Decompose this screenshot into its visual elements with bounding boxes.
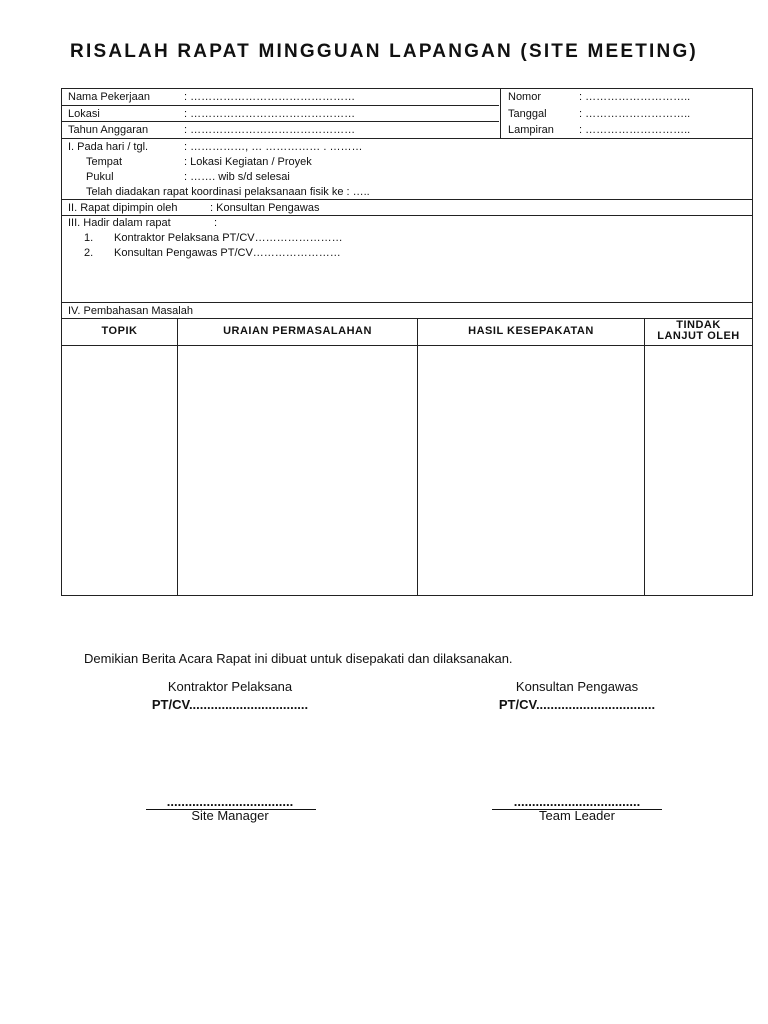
signature-right-company: PT/CV................................. (498, 697, 656, 712)
document-title: RISALAH RAPAT MINGGUAN LAPANGAN (SITE MEETING) (70, 41, 698, 62)
field-label-nomor: Nomor (508, 91, 542, 103)
signature-right-dots: ................................... (513, 794, 641, 809)
section-divider (62, 302, 752, 303)
section1-day-label: I. Pada hari / tgl. (68, 141, 149, 153)
field-label-lampiran: Lampiran (508, 124, 554, 136)
section1-place-label: Tempat (86, 156, 123, 168)
table-column-divider (417, 318, 418, 595)
cell-uraian[interactable] (179, 346, 416, 594)
section1-time-label: Pukul (86, 171, 114, 183)
signature-left-company: PT/CV................................. (151, 697, 309, 712)
section-divider (62, 199, 752, 200)
cell-hasil[interactable] (419, 346, 643, 594)
meeting-form (61, 88, 753, 596)
attendee-number: 1. (84, 232, 94, 244)
column-header-tindak-lanjut: TINDAK LANJUT OLEH (657, 319, 740, 342)
section2-value: : Konsultan Pengawas (210, 202, 320, 214)
section1-meeting-note: Telah diadakan rapat koordinasi pelaksanaan fisik ke : ….. (86, 186, 370, 198)
section1-day-value[interactable]: : ……………, … …………… . ……… (184, 141, 363, 153)
signature-left-dots: ................................... (166, 794, 294, 809)
attendee-item[interactable]: Kontraktor Pelaksana PT/CV…………………… (114, 232, 343, 244)
table-column-divider (177, 318, 178, 595)
section1-time-value[interactable]: : ……. wib s/d selesai (184, 171, 290, 183)
column-header-topik: TOPIK (101, 324, 138, 337)
section3-colon: : (214, 217, 218, 229)
section3-label: III. Hadir dalam rapat (68, 217, 171, 229)
column-header-uraian: URAIAN PERMASALAHAN (223, 324, 372, 337)
cell-topik[interactable] (63, 346, 176, 594)
attendee-number: 2. (84, 247, 94, 259)
field-value-lampiran[interactable]: : ……………………….. (579, 124, 691, 136)
section-divider (62, 215, 752, 216)
cell-tindak-lanjut[interactable] (646, 346, 751, 594)
field-value-nomor[interactable]: : ……………………….. (579, 91, 691, 103)
field-label-nama-pekerjaan: Nama Pekerjaan (68, 91, 150, 103)
field-value-lokasi[interactable]: : ……………………………………… (184, 108, 356, 120)
field-label-tahun-anggaran: Tahun Anggaran (68, 124, 149, 136)
field-value-tahun-anggaran[interactable]: : ……………………………………… (184, 124, 356, 136)
section-divider (62, 138, 752, 139)
header-row-divider (62, 121, 499, 122)
header-divider (500, 89, 501, 138)
attendee-item[interactable]: Konsultan Pengawas PT/CV…………………… (114, 247, 341, 259)
section4-label: IV. Pembahasan Masalah (68, 305, 193, 317)
field-label-tanggal: Tanggal (508, 108, 547, 120)
signature-right-org: Konsultan Pengawas (515, 679, 639, 694)
field-value-nama-pekerjaan[interactable]: : ……………………………………… (184, 91, 356, 103)
field-label-lokasi: Lokasi (68, 108, 100, 120)
table-column-divider (644, 318, 645, 595)
closing-statement: Demikian Berita Acara Rapat ini dibuat untuk disepakati dan dilaksanakan. (84, 651, 513, 666)
column-header-hasil: HASIL KESEPAKATAN (468, 324, 594, 337)
signature-left-org: Kontraktor Pelaksana (167, 679, 293, 694)
signature-right-role: Team Leader (539, 808, 615, 823)
signature-left-role: Site Manager (191, 808, 269, 823)
section1-place-value[interactable]: : Lokasi Kegiatan / Proyek (184, 156, 312, 168)
header-row-divider (62, 105, 499, 106)
field-value-tanggal[interactable]: : ……………………….. (579, 108, 691, 120)
section2-label: II. Rapat dipimpin oleh (68, 202, 178, 214)
